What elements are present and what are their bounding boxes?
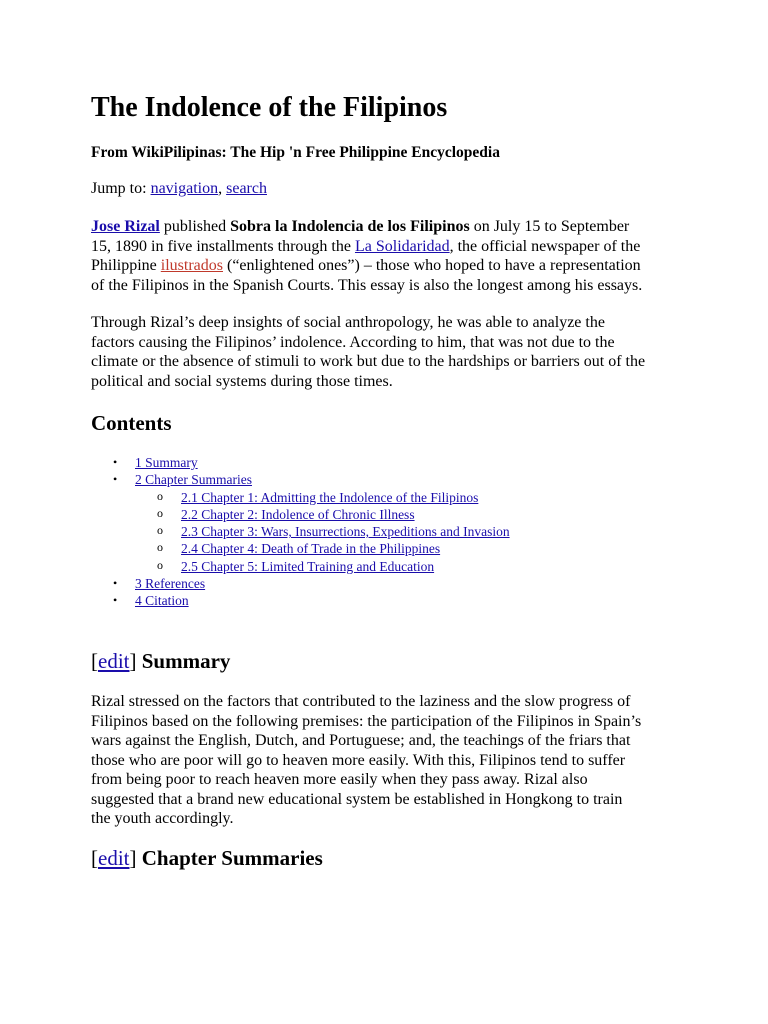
intro-paragraph: [91, 217, 691, 295]
toc-link-chapter-4[interactable]: 2.4 Chapter 4: Death of Trade in the Philippines: [181, 541, 441, 557]
summary-line: wars against the English, Dutch, and Portuguese; and, the teachings of the friars that: [91, 732, 631, 749]
intro-text: 15, 1890 in five installments through the: [91, 237, 355, 255]
intro-text: on July 15 to September: [469, 218, 630, 235]
edit-open-bracket: [: [91, 649, 98, 673]
edit-chapter-summaries-link[interactable]: edit: [98, 846, 130, 870]
navigation-link[interactable]: navigation: [150, 180, 219, 197]
summary-line: Rizal stressed on the factors that contributed to the laziness and the slow progress of: [91, 693, 631, 710]
insight-line: political and social systems during those times.: [91, 372, 393, 390]
edit-close-bracket: ]: [129, 846, 137, 870]
summary-line: the youth accordingly.: [91, 810, 234, 827]
insight-line: Through Rizal’s deep insights of social anthropology, he was able to analyze the: [91, 314, 605, 331]
toc-subitem: [91, 540, 510, 557]
toc-link-summary[interactable]: 1 Summary: [135, 455, 198, 470]
circle-bullet-icon: o: [157, 505, 163, 520]
table-of-contents: [91, 454, 510, 610]
summary-line: from being poor to reach heaven more easily when they pass away. Rizal also: [91, 771, 588, 788]
bullet-icon: •: [113, 576, 118, 591]
intro-text: (“enlightened ones”) – those who hoped to have a representation: [223, 257, 641, 274]
essay-title: Sobra la Indolencia de los Filipinos: [230, 218, 470, 235]
chapter-summaries-heading: [91, 845, 323, 871]
toc-link-chapter-summaries[interactable]: 2 Chapter Summaries: [135, 472, 252, 488]
jose-rizal-link[interactable]: Jose Rizal: [91, 218, 160, 235]
jump-to-bar: [91, 179, 267, 199]
toc-link-chapter-3[interactable]: 2.3 Chapter 3: Wars, Insurrections, Expeditions and Invasion: [181, 524, 510, 540]
edit-summary-link[interactable]: edit: [98, 649, 130, 673]
toc-item: [91, 592, 510, 609]
intro-text: , the official newspaper of the: [449, 237, 641, 255]
intro-line: [91, 217, 691, 237]
summary-line: Filipinos based on the following premises: the participation of the Filipinos in Spain’s: [91, 712, 642, 730]
toc-subitem: [91, 558, 510, 575]
jump-to-separator: ,: [218, 180, 223, 197]
toc-subitem: [91, 489, 510, 506]
intro-text: Philippine: [91, 257, 161, 274]
circle-bullet-icon: o: [157, 523, 163, 538]
insight-line: climate or the absence of stimuli to work but due to the hardships or barriers out of the: [91, 353, 646, 370]
intro-line: [91, 256, 691, 276]
insight-paragraph: [91, 313, 691, 391]
toc-link-citation[interactable]: 4 Citation: [135, 593, 189, 609]
insight-line: factors causing the Filipinos’ indolence. According to him, that was not due to the: [91, 333, 615, 351]
toc-subitem: [91, 523, 510, 540]
edit-open-bracket: [: [91, 846, 98, 870]
toc-item: [91, 471, 510, 488]
intro-line: [91, 237, 691, 257]
toc-item: [91, 575, 510, 592]
bullet-icon: •: [113, 455, 118, 469]
intro-text: published: [159, 218, 231, 235]
toc-link-references[interactable]: 3 References: [135, 576, 206, 592]
toc-link-chapter-5[interactable]: 2.5 Chapter 5: Limited Training and Education: [181, 558, 435, 574]
summary-line: suggested that a brand new educational system be established in Hongkong to train: [91, 790, 623, 808]
chapter-summaries-heading-text: Chapter Summaries: [136, 846, 323, 870]
toc-link-chapter-1[interactable]: 2.1 Chapter 1: Admitting the Indolence of the Filipinos: [181, 489, 479, 505]
summary-paragraph: [91, 692, 691, 829]
circle-bullet-icon: o: [157, 488, 163, 503]
bullet-icon: •: [113, 593, 118, 608]
site-subtitle: From WikiPilipinas: The Hip 'n Free Philippine Encyclopedia: [91, 144, 500, 161]
bullet-icon: •: [113, 472, 118, 487]
toc-link-chapter-2[interactable]: 2.2 Chapter 2: Indolence of Chronic Illness: [181, 506, 415, 522]
circle-bullet-icon: o: [157, 557, 163, 572]
summary-heading: [91, 648, 230, 674]
toc-item: [91, 454, 510, 471]
contents-heading: Contents: [91, 411, 172, 435]
circle-bullet-icon: o: [157, 540, 163, 555]
summary-line: those who are poor will go to heaven more easily. With this, Filipinos tend to suffer: [91, 751, 626, 769]
la-solidaridad-link[interactable]: La Solidaridad: [354, 237, 450, 255]
summary-heading-text: Summary: [136, 649, 231, 673]
intro-line: of the Filipinos in the Spanish Courts. This essay is also the longest among his essays.: [91, 276, 643, 294]
toc-subitem: [91, 506, 510, 523]
ilustrados-link[interactable]: ilustrados: [160, 257, 223, 274]
page-title: The Indolence of the Filipinos: [91, 92, 448, 123]
search-link[interactable]: search: [226, 180, 267, 197]
edit-close-bracket: ]: [129, 649, 137, 673]
jump-to-label: Jump to:: [91, 180, 147, 197]
